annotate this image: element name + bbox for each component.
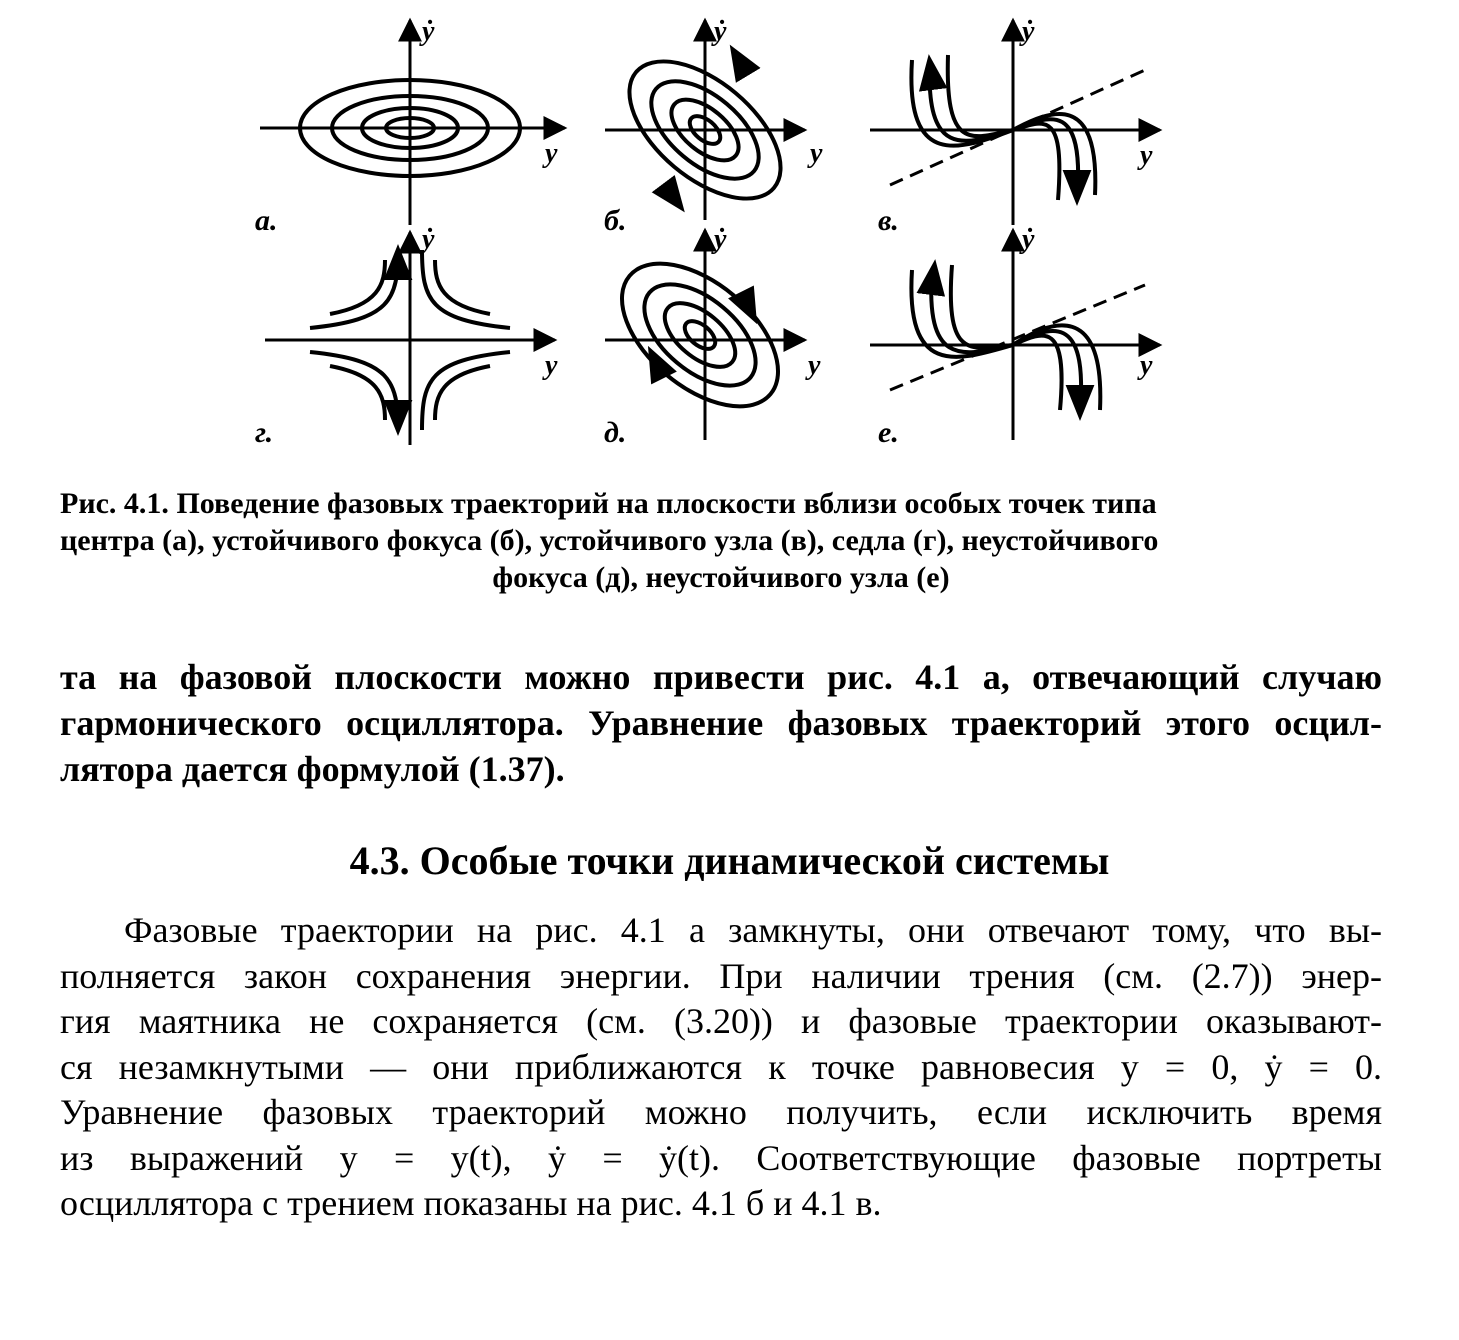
panel-a-ydot-label: ẏ (422, 16, 435, 47)
panel-e-ydot-label: ẏ (714, 224, 727, 255)
panel-e-unstable-focus (596, 230, 805, 440)
panel-d-hyperbola (330, 366, 385, 420)
panel-label-f: е. (878, 416, 899, 449)
caption-line-1 (60, 485, 1382, 522)
panel-a-center (260, 16, 565, 225)
panel-f-trajectory (1013, 336, 1062, 410)
panel-label-b: б. (604, 204, 627, 237)
panel-b-arrow (668, 190, 674, 198)
figure-caption (60, 485, 1382, 596)
panel-d-y-label: y (545, 350, 558, 381)
panel-e-arrow (656, 362, 660, 370)
paragraph-2-line: из выражений y = y(t), ẏ = ẏ(t). Соответствующие фазовые портреты (60, 1137, 1382, 1178)
section-title: 4.3. Особые точки динамической системы (349, 838, 1110, 883)
paragraph-2-line: полняется закон сохранения энергии. При наличии трения (см. (2.7)) энер- (60, 955, 1382, 996)
caption-line-2: центра (а), устойчивого фокуса (б), устойчивого узла (в), седла (г), неустойчивого (60, 524, 1159, 557)
panel-d-hyperbola (435, 260, 490, 314)
panel-label-d: г. (255, 416, 274, 449)
panel-e-spiral-4 (680, 316, 720, 354)
panel-d-hyperbola (435, 366, 490, 420)
panel-f-trajectory (931, 270, 1013, 352)
panel-c-trajectory (1013, 124, 1059, 200)
caption-text-1: Поведение фазовых траекторий на плоскости вблизи особых точек типа (176, 487, 1157, 520)
panel-f-ydot-label: ẏ (1022, 224, 1035, 255)
paragraph-2-line: осциллятора с трением показаны на рис. 4.1 б и 4.1 в. (60, 1183, 882, 1223)
panel-b-stable-focus (605, 16, 805, 225)
panel-b-y-label: y (810, 138, 823, 169)
panel-f-trajectory (951, 265, 1013, 348)
panel-label-c: в. (878, 204, 899, 237)
caption-line-3: фокуса (д), неустойчивого узла (е) (492, 561, 950, 594)
panel-e-spiral-3 (654, 291, 747, 379)
phase-portraits-svg (0, 0, 1459, 475)
paragraph-2 (60, 908, 1382, 1227)
paragraph-1-line: гармонического осциллятора. Уравнение фазовых траекторий этого осцил- (60, 703, 1382, 743)
paragraph-2-line: ся незамкнутыми — они приближаются к точке равновесия y = 0, ẏ = 0. (60, 1046, 1382, 1087)
panel-f-arrow (932, 277, 933, 285)
figure-4-1 (0, 0, 1459, 475)
panel-f-unstable-node (870, 230, 1160, 440)
panel-e-spiral-1 (596, 236, 804, 434)
paragraph-2-line: Уравнение фазовых траекторий можно получить, если исключить время (60, 1092, 1382, 1132)
panel-c-trajectory (948, 55, 1013, 136)
panel-d-saddle (265, 232, 558, 445)
panel-c-ydot-label: ẏ (1022, 16, 1035, 47)
caption-prefix: Рис. 4.1. (60, 487, 169, 520)
paragraph-2-line: гия маятника не сохраняется (см. (3.20)) и фазовые траектории оказывают- (60, 1001, 1382, 1041)
panel-f-y-label: y (1140, 350, 1153, 381)
panel-b-ydot-label: ẏ (714, 16, 727, 47)
paragraph-1-line: лятора дается формулой (1.37). (60, 749, 565, 789)
panel-e-spiral-2 (626, 265, 773, 405)
panel-c-y-label: y (1140, 140, 1153, 171)
panel-c-arrow (931, 72, 932, 80)
panel-label-e: д. (604, 416, 627, 449)
panel-d-hyperbola (330, 260, 385, 314)
paragraph-1-line: та на фазовой плоскости можно привести рис. 4.1 а, отвечающий случаю (60, 657, 1382, 697)
panel-f-trajectory (1013, 331, 1081, 410)
panel-d-ydot-label: ẏ (422, 224, 435, 255)
panel-c-stable-node (870, 16, 1160, 225)
panel-e-y-label: y (808, 350, 821, 381)
paragraph-2-line: Фазовые траектории на рис. 4.1 а замкнуты, они отвечают тому, что вы- (124, 910, 1382, 950)
paragraph-1 (60, 654, 1382, 792)
panel-f-separatrix (890, 285, 1145, 390)
panel-a-y-label: y (545, 138, 558, 169)
panel-b-arrow (739, 60, 745, 70)
panel-label-a: а. (255, 204, 278, 237)
